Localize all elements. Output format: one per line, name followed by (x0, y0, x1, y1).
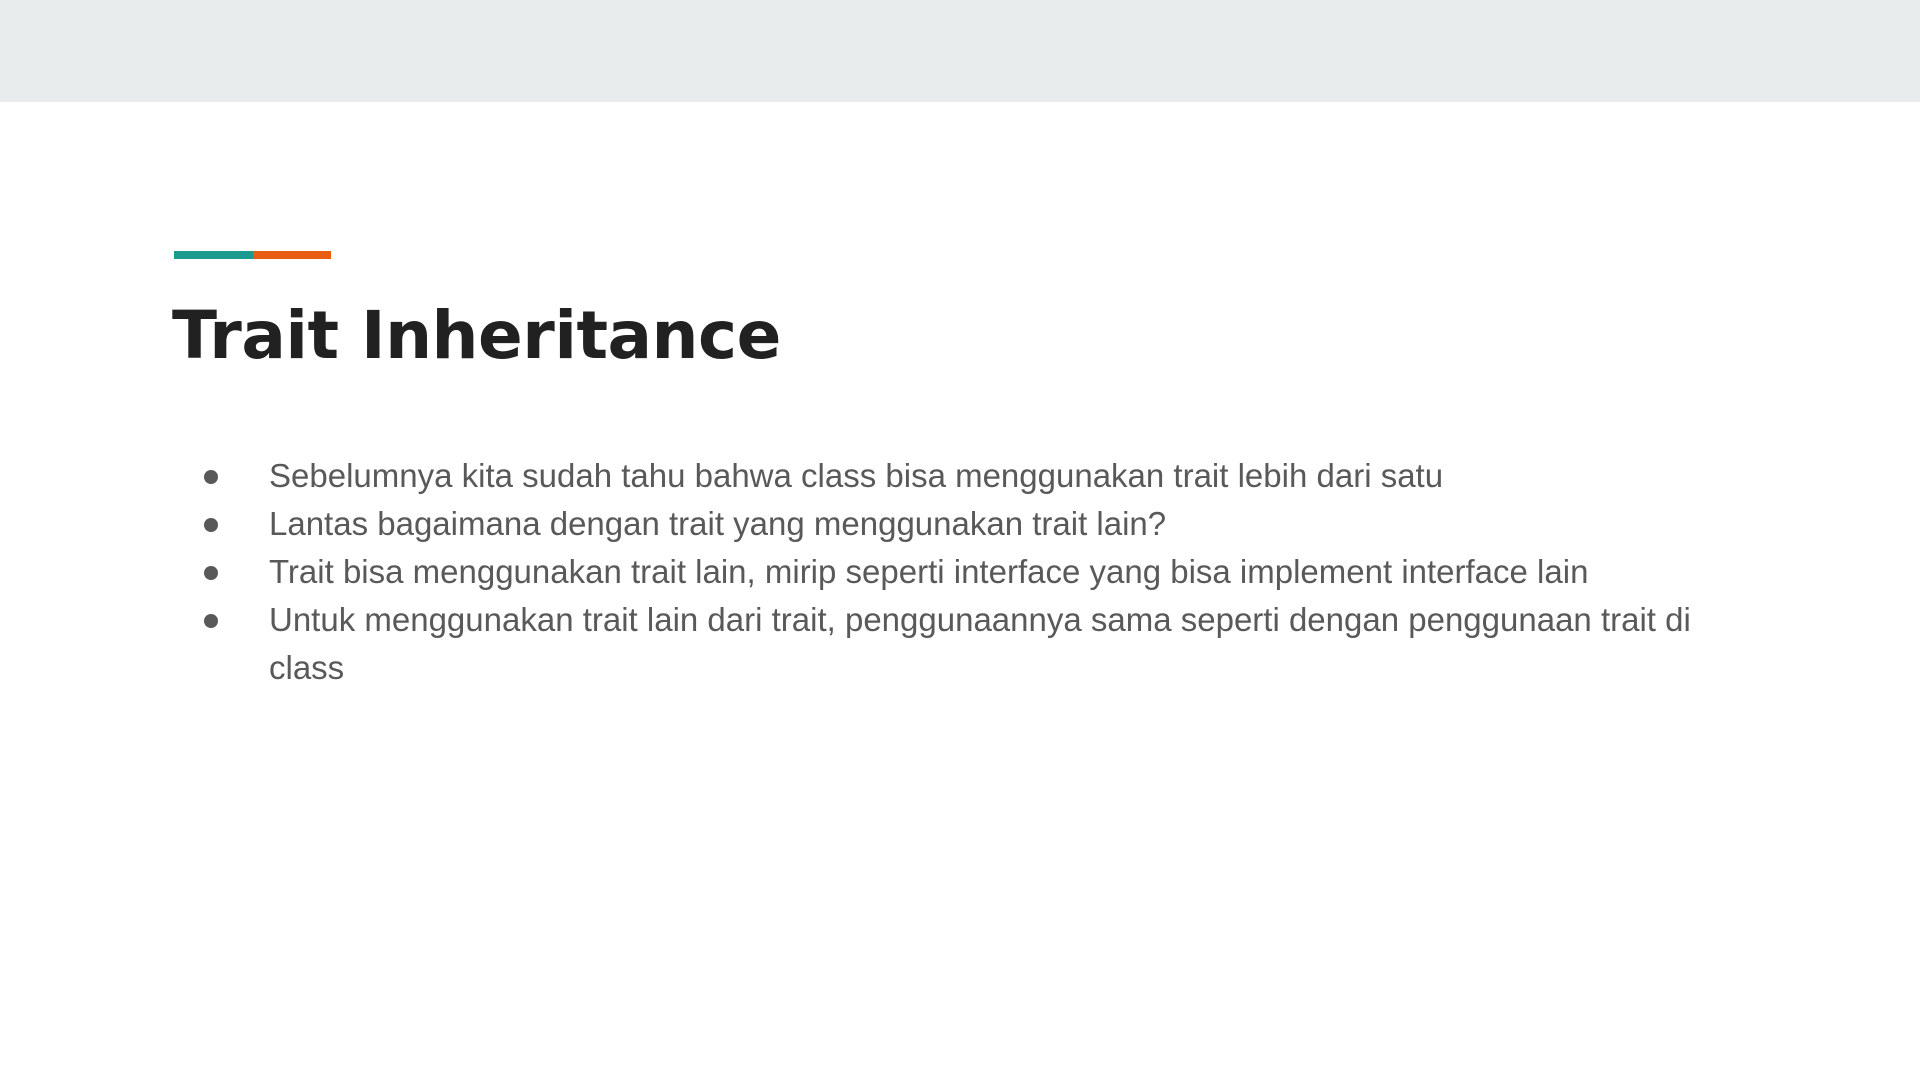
bullet-item (200, 548, 1760, 596)
slide-title: Trait Inheritance (172, 297, 781, 374)
bullet-text: Sebelumnya kita sudah tahu bahwa class bisa menggunakan trait lebih dari satu (269, 457, 1444, 494)
bullet-list (200, 452, 1760, 692)
title-accent-bar (174, 251, 331, 259)
bullet-item (200, 500, 1760, 548)
bullet-dot-icon (204, 566, 218, 580)
bullet-item (200, 452, 1760, 500)
bullet-item (200, 596, 1760, 692)
bullet-dot-icon (204, 518, 218, 532)
accent-orange-segment (253, 251, 332, 259)
bullet-text: Trait bisa menggunakan trait lain, mirip seperti interface yang bisa implement interface lain (269, 553, 1589, 590)
bullet-text: Lantas bagaimana dengan trait yang menggunakan trait lain? (269, 505, 1167, 542)
bullet-dot-icon (204, 614, 218, 628)
top-band (0, 0, 1920, 102)
bullet-text: Untuk menggunakan trait lain dari trait, penggunaannya sama seperti dengan penggunaan trait di class (269, 601, 1691, 686)
bullet-dot-icon (204, 470, 218, 484)
accent-teal-segment (174, 251, 253, 259)
